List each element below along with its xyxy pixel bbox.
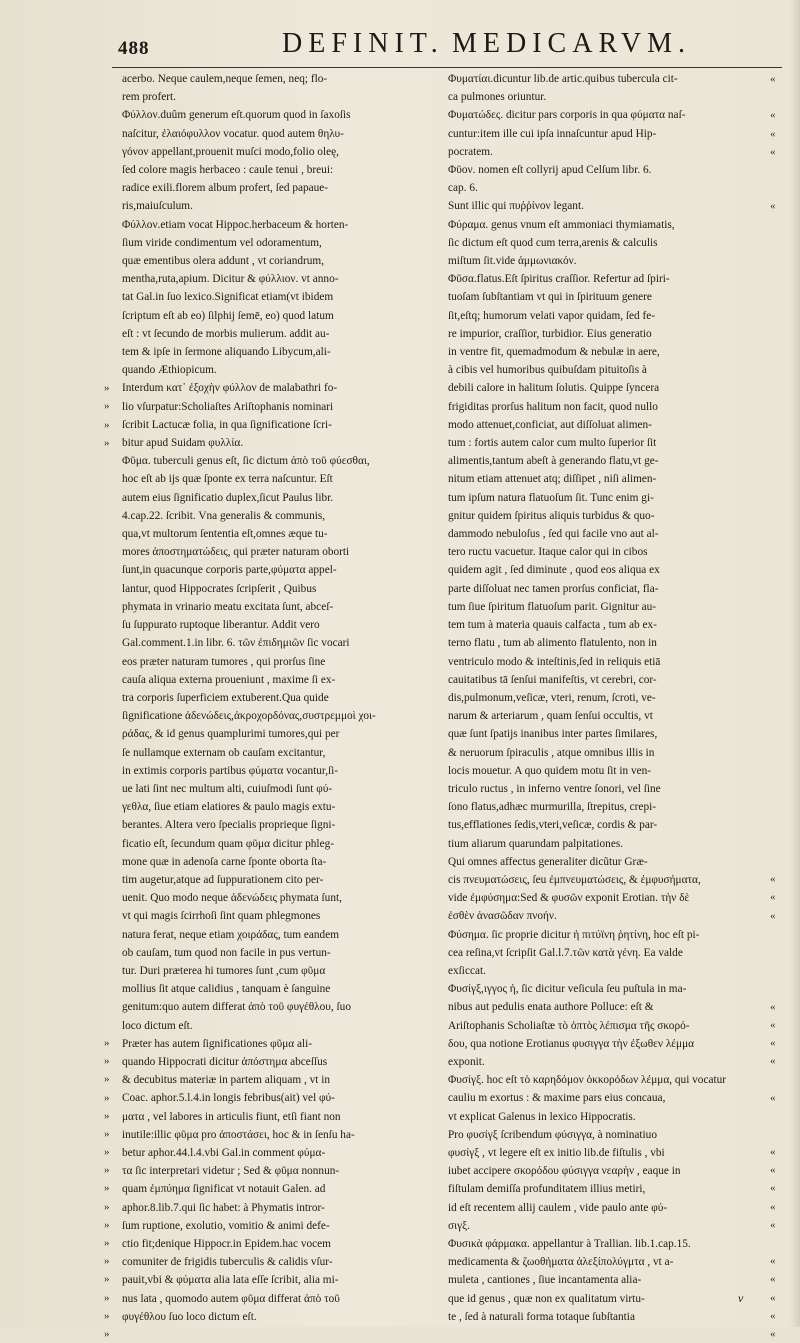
text-line: Φύσημα. ſic proprie dicitur ἡ πιτύϊνη ῥητίνη, hoc eſt pi- — [448, 928, 700, 941]
margin-mark: « — [770, 1146, 776, 1159]
text-line: nitum etiam attenuet atq; diſſipet , niſi alimen- — [448, 473, 657, 486]
page-header — [0, 0, 800, 64]
margin-mark: « — [770, 1291, 776, 1304]
text-line: in extimis corporis partibus φύματα vocantur,ſi- — [122, 764, 339, 777]
margin-mark: « — [770, 1255, 776, 1268]
margin-mark — [770, 434, 786, 452]
margin-mark: » — [104, 1273, 110, 1286]
margin-mark — [104, 798, 120, 816]
text-line: aphor.8.lib.7.qui ſic habet: à Phymatis intror- — [122, 1201, 325, 1214]
text-line: Qui omnes affectus generaliter dicũtur Græ- — [448, 855, 648, 868]
margin-mark — [104, 197, 120, 215]
margin-mark — [770, 252, 786, 270]
text-line: iubet accipere σκορόδου φύσιγγα νεαρὴν , eaque in — [448, 1165, 681, 1178]
text-line: & decubitus materiæ in partem aliquam , vt in — [122, 1074, 331, 1087]
text-line: tim augetur,atque ad ſuppurationem cito per- — [122, 873, 324, 886]
text-line: Præter has autem ſignificationes φῦμα ali- — [122, 1037, 313, 1050]
text-line: re impurior, craſſior, turbidior. Eius generatio — [448, 327, 652, 340]
margin-mark — [770, 1125, 786, 1143]
margin-mark — [770, 216, 786, 234]
margin-mark — [104, 288, 120, 306]
text-line: Φυσικὰ φάρμακα. appellantur à Trallian. lib.1.cap.15. — [448, 1238, 691, 1250]
text-line: tem tum à materia quauis calfacta , tum ab ex- — [448, 619, 657, 632]
margin-mark — [104, 361, 120, 379]
margin-mark: « — [770, 1182, 776, 1195]
margin-mark — [104, 543, 120, 561]
margin-mark — [104, 106, 120, 124]
text-line: natura ferat, neque etiam χοιράδας, tum eandem — [122, 928, 340, 941]
margin-mark: » — [104, 418, 110, 431]
margin-mark — [770, 507, 786, 525]
margin-mark — [770, 361, 786, 379]
margin-mark — [104, 507, 120, 525]
text-line: quidem agit , ſed diminute , quod eos aliqua ex — [448, 564, 660, 577]
margin-mark — [104, 688, 120, 706]
text-line: Φυματίαι.dicuntur lib.de artic.quibus tubercula cit- — [448, 73, 678, 85]
margin-mark: » — [104, 436, 110, 449]
text-line: ob cauſam, tum quod non facile in pus vertun- — [122, 946, 331, 959]
text-line: cauliu m exortus : & maxime pars eius concaua, — [448, 1092, 666, 1105]
margin-mark: « — [770, 1000, 776, 1013]
text-line: & neruorum ſpiraculis , atque omnibus illis in — [448, 746, 655, 759]
margin-mark — [770, 652, 786, 670]
text-line: à cibis vel humoribus quibuſdam pituitoſis à — [448, 364, 647, 377]
margin-mark — [104, 943, 120, 961]
text-line: berantes. Altera vero ſpecialis proprieque ſigni- — [122, 819, 336, 832]
text-line: cauitatibus tā ſenſui manifeſtis, vt cerebri, cor- — [448, 673, 657, 686]
text-line: σιγξ. — [448, 1219, 470, 1232]
text-line: exſiccat. — [448, 964, 486, 977]
margin-mark — [770, 852, 786, 870]
margin-mark: » — [104, 1091, 110, 1104]
margin-mark: » — [104, 1327, 110, 1340]
text-line: ctio fit;denique Hippocr.in Epidem.hac vocem — [122, 1238, 331, 1250]
margin-mark: « — [770, 1055, 776, 1068]
text-line: Φυσίγξ. hoc eſt τὸ καρηδόμον ὀκκορόδων λέμμα, qui vocatur — [448, 1074, 727, 1087]
margin-mark — [770, 925, 786, 943]
text-line: tus,efflationes ſedis,vteri,veſicæ, cordis & par- — [448, 819, 658, 832]
text-line: debili calore in halitum ſolutis. Quippe ſyncera — [448, 382, 660, 395]
margin-mark — [770, 288, 786, 306]
margin-mark: » — [104, 1164, 110, 1177]
text-line: δου, qua notione Erotianus φυσιγγα τὴν ἐξωθεν λέμμα — [448, 1037, 695, 1050]
margin-mark: « — [770, 873, 776, 886]
text-line: quando Hippocrati dicitur ἀπόστημα abceſſus — [122, 1055, 328, 1068]
text-line: ſium viride condimentum vel odoramentum, — [122, 236, 322, 249]
text-line: 4.cap.22. ſcribit. Vna generalis & communis, — [122, 509, 326, 522]
text-line: Interdum κατ᾽ ἐξοχὴν φύλλον de malabathri fo- — [122, 382, 338, 395]
text-line: φυσίγξ , vt legere eſt ex initio lib.de fiſtulis , vbi — [448, 1146, 665, 1159]
text-line: ue lati ſint nec multum alti, cuiuſmodi ſunt φύ- — [122, 782, 333, 795]
margin-mark: « — [770, 1091, 776, 1104]
text-line: tur. Duri præterea hi tumores ſunt ,cum φῦμα — [122, 964, 326, 977]
margin-mark — [104, 125, 120, 143]
text-line: medicamenta & ζωοθήματα ἀλεξίπολύγμτα , vt a- — [448, 1256, 674, 1269]
margin-mark — [770, 343, 786, 361]
text-line: eſt : vt ſecundo de morbis mulierum. addit au- — [122, 327, 330, 340]
margin-mark — [770, 561, 786, 579]
text-line: triculo ructus , in inferno ventre ſonori, vel ſine — [448, 782, 661, 795]
margin-mark — [770, 597, 786, 615]
margin-mark — [104, 870, 120, 888]
text-line: γόνον appellant,prouenit muſci modo,folio oleę, — [122, 145, 339, 158]
margin-mark — [104, 343, 120, 361]
catchword: v — [738, 1291, 744, 1305]
text-line: Φύραμα. genus vnum eſt ammoniaci thymiamatis, — [448, 218, 675, 231]
margin-mark — [770, 834, 786, 852]
margin-mark — [770, 579, 786, 597]
text-line: ſcriptum eſt ab eo) ſilphij ſemē, eo) quod latum — [122, 309, 334, 322]
margin-mark: » — [104, 1291, 110, 1304]
text-line: nus lata , quomodo autem φῦμα differat ἀπὸ τοῦ — [122, 1292, 340, 1305]
margin-mark — [104, 525, 120, 543]
margin-mark: « — [770, 1018, 776, 1031]
margin-mark — [770, 1070, 786, 1088]
text-line: cauſa aliqua externa proueniunt , maxime ſi ex- — [122, 673, 336, 686]
margin-mark — [104, 725, 120, 743]
margin-mark: « — [770, 891, 776, 904]
text-line: id eſt recentem allij caulem , vide paulo ante φύ- — [448, 1201, 668, 1214]
margin-mark — [104, 161, 120, 179]
margin-mark — [104, 143, 120, 161]
margin-mark — [104, 597, 120, 615]
margin-mark: » — [104, 1255, 110, 1268]
text-line: inutile:illic φῦμα pro ἀποστάσει, hoc & in ſenſu ha- — [122, 1128, 355, 1141]
margin-mark — [770, 616, 786, 634]
margin-mark — [104, 325, 120, 343]
margin-mark — [770, 543, 786, 561]
margin-mark: « — [770, 1327, 776, 1340]
margin-mark — [770, 525, 786, 543]
text-line: ſcribit Lactucæ folia, in qua ſignificatione ſcri- — [122, 418, 332, 431]
text-line: fiſtulam demiſſa profunditatem illius metiri, — [448, 1183, 646, 1196]
margin-mark: « — [770, 909, 776, 922]
text-line: hoc eſt ab ijs quæ ſponte ex terra naſcuntur. Eſt — [122, 473, 333, 486]
margin-mark — [104, 761, 120, 779]
margin-mark — [770, 707, 786, 725]
text-line: quæ ementibus olera addunt , vt coriandrum, — [122, 255, 325, 268]
margin-mark: « — [770, 1218, 776, 1231]
margin-mark — [104, 707, 120, 725]
text-line: bitur apud Suidam φυλλία. — [122, 437, 244, 450]
margin-mark — [770, 1107, 786, 1125]
text-line: tuoſam ſubſtantiam vt qui in ſpirituum genere — [448, 291, 652, 304]
text-line: comuniter de frigidis tuberculis & calidis vſur- — [122, 1256, 333, 1269]
margin-mark — [770, 1234, 786, 1252]
margin-mark: » — [104, 1182, 110, 1195]
margin-mark — [104, 907, 120, 925]
text-line: tem & ipſe in ſermone aliquando Libycum,ali- — [122, 346, 331, 359]
text-line: cap. 6. — [448, 182, 478, 195]
text-line: cis πνευματώσεις, ſeu ἐμπνευματώσεις, & ἐμφυσήματα, — [448, 873, 701, 886]
text-line: eos præter naturam tumores , qui prorſus ſine — [122, 655, 326, 668]
margin-mark — [104, 1016, 120, 1034]
text-line: locis mouetur. A quo quidem motu ſit in ven- — [448, 764, 652, 777]
text-line: quam ἐμπύημα ſignificat vt notauit Galen. ad — [122, 1183, 326, 1196]
text-line: tium aliarum quarundam palpitationes. — [448, 837, 624, 850]
margin-mark — [104, 488, 120, 506]
text-line: Φῦον. nomen eſt collyrij apud Celſum libr. 6. — [448, 164, 652, 177]
text-line: terno flatu , tum ab alimento flatulento, non in — [448, 637, 657, 650]
margin-mark — [104, 652, 120, 670]
text-line: autem eius ſignificatio duplex,ſicut Paulus libr. — [122, 491, 334, 504]
text-line: betur aphor.44.l.4.vbi Gal.in comment φύμα- — [122, 1146, 326, 1159]
margin-mark: » — [104, 1200, 110, 1213]
text-line: modo attenuet,conficiat, aut diſſoluat alimen- — [448, 418, 652, 431]
margin-mark — [104, 670, 120, 688]
text-line: mores ἀποστηματώδεις, qui præter naturam oborti — [122, 546, 350, 559]
margin-mark — [770, 325, 786, 343]
page-number: 488 — [118, 38, 150, 59]
margin-mark — [104, 452, 120, 470]
margin-mark — [770, 798, 786, 816]
margin-mark: « — [770, 1273, 776, 1286]
text-line: cuntur:item ille cui ipſa innaſcuntur apud Hip- — [448, 127, 657, 140]
text-line: Φῦμα. tuberculi genus eſt, ſic dictum ἀπὸ τοῦ φύεσθαι, — [122, 455, 370, 468]
margin-mark: » — [104, 1073, 110, 1086]
margin-mark — [104, 234, 120, 252]
text-line: exponit. — [448, 1055, 485, 1068]
gutter-shadow — [790, 0, 800, 1327]
text-line: vt qui magis ſcirrhoſi ſint quam phlegmones — [122, 910, 321, 923]
right-margin-quote-marks — [770, 70, 786, 1343]
text-line: Coac. aphor.5.l.4.in longis febribus(ait) vel φύ- — [122, 1092, 335, 1105]
text-line: genitum:quo autem differat ἀπὸ τοῦ φυγέθλου, ſuo — [122, 1001, 351, 1014]
text-line: frigiditas prorſus halitum non facit, quod nullo — [448, 400, 658, 413]
text-line: vt explicat Galenus in lexico Hippocratis. — [448, 1110, 636, 1123]
text-line: cea reſina,vt ſcripſit Gal.l.7.τῶν κατὰ γένη. Ea valde — [448, 946, 683, 959]
text-line: quæ ſunt ſpatijs inanibus inter partes ſimilares, — [448, 728, 658, 741]
text-line: pocratem. — [448, 145, 493, 158]
margin-mark: » — [104, 382, 110, 395]
text-line: Pro φυσίγξ ſcribendum φύσιγγα, à nominatiuo — [448, 1128, 657, 1141]
text-line: mollius ſit atque calidius , tanquam è ſanguine — [122, 983, 331, 996]
header-rule — [112, 67, 782, 68]
text-line: pauit,vbi & φύματα alia lata eſſe ſcribit, alia mi- — [122, 1274, 339, 1287]
margin-mark — [770, 88, 786, 106]
margin-mark — [770, 943, 786, 961]
margin-mark: « — [770, 127, 776, 140]
text-line: quando Æthiopicum. — [122, 364, 217, 377]
running-head-right: MEDICARVM. — [452, 28, 691, 59]
margin-mark — [770, 270, 786, 288]
text-line: ἐσθὲν ἀνασῶδαν πνοήν. — [448, 910, 557, 923]
margin-mark — [104, 852, 120, 870]
text-line: loco dictum eſt. — [122, 1019, 193, 1032]
text-line: Sunt illic qui πυῤῥίνον legant. — [448, 200, 584, 213]
margin-mark: « — [770, 1309, 776, 1322]
margin-mark — [104, 634, 120, 652]
margin-mark: » — [104, 1218, 110, 1231]
margin-mark — [770, 452, 786, 470]
text-line: mone quæ in adenoſa carne ſponte oborta ſta- — [122, 855, 327, 868]
text-line: tat Gal.in ſuo lexico.Significat etiam(vt ibidem — [122, 291, 334, 304]
text-line: Φύλλον.etiam vocat Hippoc.herbaceum & horten- — [122, 218, 349, 231]
text-line: Φύλλον.duûm generum eſt.quorum quod in ſaxoſis — [122, 109, 351, 122]
text-line: narum & arteriarum , quam ſenſui occultis, vt — [448, 710, 653, 723]
text-line: in ventre fit, quemadmodum & nebulæ in aere, — [448, 346, 660, 359]
margin-mark — [104, 70, 120, 88]
text-line: ca pulmones oriuntur. — [448, 91, 547, 104]
text-line: Gal.comment.1.in libr. 6. τῶν ἐπιδημιῶν ſic vocari — [122, 637, 350, 650]
text-line: te , ſed à naturali forma totaque ſubſtantia — [448, 1310, 635, 1323]
text-line: vide ἐμφύσημα:Sed & φυσῶν exponit Erotian. τὴν δὲ — [448, 892, 690, 905]
margin-mark — [770, 161, 786, 179]
text-line: parte diſſoluat nec tamen prorſus conficiat, fla- — [448, 582, 659, 595]
text-line: γεθλα, ſiue etiam elatiores & paulo magis extu- — [122, 801, 336, 814]
text-line: ράδας, & id genus quamplurimi tumores,qui per — [122, 728, 340, 741]
margin-mark — [104, 179, 120, 197]
margin-mark: » — [104, 1309, 110, 1322]
text-line: Φυσίγξ,ιγγος ἡ, ſic dicitur veſicula ſeu puſtula in ma- — [448, 983, 687, 996]
text-line: lio vſurpatur:Scholiaſtes Ariſtophanis nominari — [122, 400, 334, 413]
left-text-column — [122, 70, 440, 1326]
margin-mark — [104, 834, 120, 852]
text-line: Ariſtophanis Scholiaſtæ τὸ ὀπτὸς λέπισμα τῆς σκορό- — [448, 1019, 690, 1032]
text-line: tra corporis ſuperficiem extuberent.Qua quide — [122, 691, 329, 704]
margin-mark — [104, 470, 120, 488]
margin-mark — [104, 616, 120, 634]
text-line: naſcitur, ἐλαιόφυλλον vocatur. quod autem θηλυ- — [122, 127, 344, 140]
margin-mark — [770, 725, 786, 743]
text-line: ſono flatus,adhæc murmurilla, ſtrepitus, crepi- — [448, 801, 656, 814]
text-line: Φυματώδες. dicitur pars corporis in qua φύματα naſ- — [448, 109, 686, 122]
margin-mark — [104, 816, 120, 834]
margin-mark — [770, 670, 786, 688]
text-line: tum ipſum natura flatuoſum ſit. Tunc enim gi- — [448, 491, 654, 504]
margin-mark — [104, 306, 120, 324]
margin-mark — [104, 216, 120, 234]
text-line: que id genus , quæ non ex qualitatum virtu- — [448, 1292, 645, 1305]
text-line: ſignificatione ἀδενώδεις,ἀκροχορδόνας,συστρεμμοὶ χοι- — [122, 710, 376, 723]
margin-mark — [104, 779, 120, 797]
left-margin-quote-marks — [104, 70, 120, 1343]
text-line: gnitur quidem ſpiritus aliquis turbidus & quo- — [448, 509, 655, 522]
margin-mark — [770, 488, 786, 506]
text-line: ſit,eſtq; humorum velati vapor quidam, ſed fe- — [448, 309, 656, 322]
margin-mark — [770, 979, 786, 997]
margin-mark — [104, 88, 120, 106]
right-text-column — [448, 70, 768, 1326]
margin-mark: « — [770, 1200, 776, 1213]
margin-mark: « — [770, 200, 776, 213]
text-line: ſum ruptione, exolutio, vomitio & animi defe- — [122, 1219, 330, 1232]
margin-mark — [104, 979, 120, 997]
text-line: nibus aut pedulis enata authore Polluce: eſt & — [448, 1001, 654, 1014]
text-line: tum ſiue ſpiritum flatuoſum parit. Gignitur au- — [448, 600, 657, 613]
margin-mark: « — [770, 145, 776, 158]
margin-mark — [770, 816, 786, 834]
text-line: qua,vt multorum ſententia eſt,omnes æque tu- — [122, 528, 328, 541]
margin-mark — [770, 470, 786, 488]
text-line: mentha,ruta,apium. Dicitur & φύλλιον. vt anno- — [122, 273, 339, 286]
margin-mark — [104, 561, 120, 579]
margin-mark: » — [104, 1055, 110, 1068]
margin-mark — [770, 761, 786, 779]
margin-mark — [770, 416, 786, 434]
margin-mark: » — [104, 400, 110, 413]
margin-mark: « — [770, 109, 776, 122]
text-line: ris,maiuſculum. — [122, 200, 193, 213]
text-line: tero ructu vacuetur. Itaque calor qui in cibos — [448, 546, 648, 559]
text-line: ventriculo modo & inteſtinis,ſed in reliquis etiā — [448, 655, 661, 668]
margin-mark — [104, 743, 120, 761]
text-line: tum : fortis autem calor cum multo ſuperior ſit — [448, 437, 657, 450]
margin-mark: « — [770, 1036, 776, 1049]
text-line: phymata in vrinario meatu excitata ſunt, abceſ- — [122, 600, 334, 613]
margin-mark: » — [104, 1146, 110, 1159]
margin-mark — [770, 688, 786, 706]
margin-mark — [770, 234, 786, 252]
margin-mark — [104, 579, 120, 597]
text-line: miſtum ſit.vide ἀμμωνιακόν. — [448, 255, 577, 268]
margin-mark: « — [770, 73, 776, 85]
text-line: ficatio eſt, ſecundum quam φῦμα dicitur phleg- — [122, 837, 334, 850]
margin-mark — [770, 779, 786, 797]
margin-mark — [104, 925, 120, 943]
text-line: dis,pulmonum,veſicæ, vteri, renum, ſcroti, ve- — [448, 691, 656, 704]
text-line: uenit. Quo modo neque ἀδενώδεις phymata ſunt, — [122, 892, 342, 905]
text-line: φυγέθλου ſuo loco dictum eſt. — [122, 1310, 257, 1323]
margin-mark — [770, 743, 786, 761]
margin-mark: » — [104, 1109, 110, 1122]
margin-mark: » — [104, 1127, 110, 1140]
margin-mark — [104, 270, 120, 288]
text-line: ſic dictum eſt quod cum terra,arenis & calculis — [448, 236, 658, 249]
text-line: τα ſic interpretari videtur ; Sed & φῦμα nonnun- — [122, 1165, 340, 1178]
text-line: alimentis,tantum abeſt à generando flatu,vt ge- — [448, 455, 659, 468]
margin-mark — [770, 379, 786, 397]
margin-mark — [104, 252, 120, 270]
text-line: Φῦσα.flatus.Eſt ſpiritus craſſior. Refertur ad ſpiri- — [448, 273, 670, 286]
margin-mark — [770, 634, 786, 652]
text-line: dammodo nebuloſus , ſed qui facile vno aut al- — [448, 528, 659, 541]
text-line: muleta , cantiones , ſiue incantamenta alia- — [448, 1274, 642, 1287]
margin-mark — [104, 888, 120, 906]
text-line: ſed colore magis herbaceo : caule tenui , breui: — [122, 164, 334, 177]
text-line: ματα , vel labores in articulis fiunt, etſi fiant non — [122, 1110, 341, 1123]
text-line: ſunt,in quacunque corporis parte,φύματα appel- — [122, 564, 337, 577]
margin-mark — [770, 179, 786, 197]
margin-mark — [104, 961, 120, 979]
margin-mark: « — [770, 1164, 776, 1177]
text-line: ſu ſuppurato ruptoque liberantur. Addit vero — [122, 619, 320, 632]
running-head-left: DEFINIT. — [282, 28, 444, 59]
margin-mark — [770, 961, 786, 979]
margin-mark — [104, 998, 120, 1016]
text-line: lantur, quod Hippocrates ſcripſerit , Quibus — [122, 582, 317, 595]
margin-mark: » — [104, 1036, 110, 1049]
margin-mark: » — [104, 1237, 110, 1249]
margin-mark — [770, 306, 786, 324]
text-line: ſe nullamque externam ob cauſam excitantur, — [122, 746, 326, 759]
text-line: acerbo. Neque caulem,neque ſemen, neq; flo- — [122, 73, 328, 85]
text-line: rem profert. — [122, 91, 176, 104]
margin-mark — [770, 397, 786, 415]
text-line: radice exili.florem album profert, ſed papaue- — [122, 182, 329, 195]
